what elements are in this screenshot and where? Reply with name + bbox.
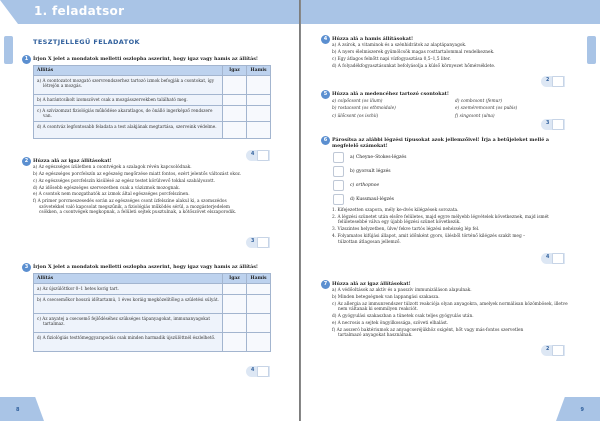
bone-option[interactable]: e) szeméremcsont (os pubis) [455, 106, 518, 112]
score-box [541, 253, 565, 264]
description-item: 3. Vízszintes helyzetben, ülve/ fekve tartós légzési nehézség lép fel. [332, 227, 480, 233]
score-box [246, 366, 270, 377]
list-item[interactable]: b) Minden betegségnek van lappangási szakasza. [332, 294, 440, 300]
option-label: b) gyorsult légzés [350, 169, 391, 174]
true-answer-cell[interactable] [223, 333, 247, 352]
list-item[interactable]: f) Az asszeró baktériumok az anyagcseréjükhöz oxigént, hőt vagy más-fontos szervetlen tartalmazó anyagokat használnak. [332, 327, 524, 339]
table-row [34, 121, 271, 138]
table-row [34, 95, 271, 106]
list-item[interactable]: e) A csontok nem mozgathatók az izmok által egészséges porcfelszínen. [33, 192, 190, 198]
list-item[interactable]: b) Az egészséges porcfelszín az egészség megőrzése miatt fontos, ezért jelentős változást okoz. [33, 171, 242, 177]
description-item: 4. Folyamatos kifújási állapot, amit időnként gyors, ülésből történő kilégzés szakít meg – túlzottan átlagosan jellemző. [332, 233, 526, 245]
table-row [34, 106, 271, 122]
list-item[interactable]: a) Az egészséges ízületben a csontvégek a szalagok révén kapcsolódnak. [33, 165, 192, 171]
matching-option [333, 166, 572, 177]
statement-text: c) Az anyatej a csecsemő fejlődéséhez szükséges tápanyagokat, immunanyagokat tartalmaz. [37, 316, 210, 327]
task-title: Párosítsa az alábbi légzési típusokat azok jellemzőivel! Írja a betűjeleket mellé a megfelelő számokat! [332, 137, 550, 149]
score-box [541, 119, 565, 130]
task-5 [323, 91, 572, 119]
side-tab-marker [4, 36, 13, 64]
false-answer-cell[interactable] [247, 121, 271, 138]
table-row [34, 314, 271, 333]
score-points: 4 [546, 255, 550, 260]
column-header-false: Hamis [247, 274, 271, 284]
true-false-table [33, 273, 271, 352]
description-item: 2. A légzési szünetet után elsőre felületes, majd egyre mélyebb légvételek következnek, majd ismét felületesebbé válva egy újabb légzési szünet következik. [332, 214, 549, 226]
statement-text: b) A csecsemőkor hosszú időtartamú, 1 éves koráig megközelítőleg a születési súlyát. [37, 297, 219, 302]
score-points: 3 [251, 239, 255, 244]
score-input[interactable] [552, 253, 564, 264]
true-answer-cell[interactable] [223, 314, 247, 333]
option-label: c) orthopnoe [350, 183, 380, 188]
task-1 [24, 56, 278, 139]
score-points: 2 [546, 78, 550, 83]
answer-box[interactable] [333, 152, 344, 163]
list-item[interactable]: a) A védőoltások az aktív és a passzív immunizáláson alapulnak. [332, 288, 472, 294]
chapter-header-band [301, 0, 600, 24]
true-answer-cell[interactable] [223, 76, 247, 95]
task-number-badge: 1 [22, 55, 31, 64]
task-3 [24, 264, 278, 352]
footer-tab [556, 397, 600, 421]
footer-tab [0, 397, 44, 421]
answer-box[interactable] [333, 180, 344, 191]
score-box [541, 76, 565, 87]
list-item[interactable]: e) A necrosis a sejtek öngyilkossága, szöveti elhalást. [332, 320, 449, 326]
statement-text: b) A harántcsíkolt izomszövet csak a mozgásszervekben található meg. [37, 97, 188, 102]
statement-text: d) A csontváz legfontosabb feladata a test alakjának megtartása, szerveink védelme. [37, 123, 217, 129]
list-item[interactable]: c) Az allergia az immunrendszer túlzott reakciója olyan anyagokra, amelyek normálisan közömbösek, illetve nem váltanak ki semmilyen reakciót. [332, 301, 568, 313]
true-answer-cell[interactable] [223, 295, 247, 314]
true-answer-cell[interactable] [223, 95, 247, 106]
score-input[interactable] [552, 119, 564, 130]
task-title: Húzza alá az igaz állításokat! [332, 281, 411, 287]
list-item[interactable]: f) A primer porcmeszesedés során az egészséges csont ízfelszíne alakul ki, a szomszédos szövetekkel való kapcsolat megszűnik, a fiziológiás működés sérül, a mozgásterjedelem csökken, a csontvégek megkopnak, a felületi sejtek pusztulnak, a kötőszövet elszaporodik. [33, 199, 237, 216]
option-label: d) Kussmaul-légzés [350, 197, 394, 202]
true-false-table [33, 65, 271, 139]
statement-text: a) Az újszülöttkor 0–1 hetes korig tart. [37, 286, 119, 291]
section-title: TESZTJELLEGŰ FELADATOK [33, 38, 140, 46]
list-item[interactable]: d) A folyadékfogyasztásunkat befolyásolja a külső környezet hőmérséklete. [332, 63, 496, 69]
false-answer-cell[interactable] [247, 333, 271, 352]
chapter-title: 1. feladatsor [34, 4, 125, 18]
bone-option[interactable]: c) ülőcsont (os ischii) [332, 113, 379, 119]
task-number-badge: 3 [22, 263, 31, 272]
task-7 [323, 281, 572, 339]
task-number-badge: 2 [22, 157, 31, 166]
matching-option [333, 152, 572, 163]
task-title: Húzza alá az igaz állításokat! [33, 158, 112, 164]
page-number: 9 [580, 407, 584, 413]
page-number: 8 [16, 407, 20, 413]
score-input[interactable] [552, 76, 564, 87]
bone-option[interactable]: f) singcsont (ulna) [455, 113, 495, 119]
list-item[interactable]: b) A nyers élelmiszerek gyümölcsök magas rosttartalommal rendelkeznek. [332, 49, 495, 55]
false-answer-cell[interactable] [247, 314, 271, 333]
score-box [246, 237, 270, 248]
column-header-true: Igaz [223, 66, 247, 76]
table-row [34, 284, 271, 295]
matching-options [332, 152, 572, 205]
list-item[interactable]: d) A gyógyulási szakaszban a tünetek csak teljes gyógyulás után. [332, 314, 474, 320]
column-header-true: Igaz [223, 274, 247, 284]
answer-box[interactable] [333, 166, 344, 177]
table-row [34, 76, 271, 95]
task-2 [24, 158, 271, 216]
task-number-badge: 5 [321, 90, 330, 99]
task-title: Húzza alá a hamis állításokat! [332, 36, 414, 42]
list-item[interactable]: a) A zsírok, a vitaminok és a szénhidrátok az alaptápanyagok. [332, 43, 467, 49]
score-box [541, 345, 565, 356]
score-points: 4 [251, 368, 255, 373]
task-number-badge: 7 [321, 280, 330, 289]
bone-option[interactable]: b) rostacsont (os ethmoidale) [332, 106, 396, 112]
false-answer-cell[interactable] [247, 106, 271, 122]
score-points: 4 [251, 152, 255, 157]
false-answer-cell[interactable] [247, 76, 271, 95]
option-label: a) Cheyne–Stokes-légzés [350, 155, 407, 160]
score-input[interactable] [257, 237, 269, 248]
task-title: Írjon X jelet a mondatok melletti oszlopba aszerint, hogy igaz vagy hamis az állítás! [33, 56, 259, 62]
true-answer-cell[interactable] [223, 121, 247, 138]
column-header-false: Hamis [247, 66, 271, 76]
score-points: 2 [546, 347, 550, 352]
statement-text: a) A csontozatot mozgató szervrendszerhez tartozó izmok befogják a csontokat, így létrejön a mozgás. [37, 78, 215, 89]
matching-option [333, 194, 572, 205]
bone-option[interactable]: a) csípőcsont (os ilium) [332, 98, 383, 104]
column-header-statement: Állítás [34, 66, 223, 76]
false-answer-cell[interactable] [247, 95, 271, 106]
task-4 [323, 36, 572, 69]
task-title: Húzza alá a medencéhez tartozó csontokat! [332, 91, 449, 97]
table-row [34, 333, 271, 352]
bone-options-grid [332, 98, 572, 119]
column-header-statement: Állítás [34, 274, 223, 284]
list-item[interactable]: c) Egy átlagos felnőtt napi vízfogyasztása 0,5–1,5 liter. [332, 56, 451, 62]
statement-text: d) A fiziológiás testtömeggyarapodás csak minden harmadik újszülöttnél észlelhető. [37, 335, 216, 340]
score-points: 3 [546, 121, 550, 126]
matching-option [333, 180, 572, 191]
score-input[interactable] [257, 366, 269, 377]
task-number-badge: 4 [321, 35, 330, 44]
true-answer-cell[interactable] [223, 284, 247, 295]
statement-text: c) A szívizomzat fiziológiás működése akaratlagos, de önálló ingerképző rendszere van. [37, 108, 213, 119]
list-item[interactable]: d) Az idősebb egészséges szervezetben csak a vázizmok mozognak. [33, 185, 180, 191]
answer-box[interactable] [333, 194, 344, 205]
right-page [300, 0, 600, 421]
side-tab-marker [587, 36, 596, 64]
description-item: 1. Kifejezetten szapora, mély ke-dvés kilégzések sorozata. [332, 208, 459, 213]
task-number-badge: 6 [321, 136, 330, 145]
score-input[interactable] [552, 345, 564, 356]
true-answer-cell[interactable] [223, 106, 247, 122]
false-answer-cell[interactable] [247, 295, 271, 314]
matching-descriptions [332, 208, 572, 245]
bone-option[interactable]: d) combcsont (femur) [455, 98, 503, 104]
task-title: Írjon X jelet a mondatok melletti oszlopba aszerint, hogy igaz vagy hamis az állítás! [33, 264, 259, 270]
task-6 [323, 137, 572, 245]
list-item[interactable]: c) Az egészséges porcfelszín kisülésé az egész testet körülvevő tokkal szabályozott. [33, 178, 216, 184]
table-row [34, 295, 271, 314]
false-answer-cell[interactable] [247, 284, 271, 295]
